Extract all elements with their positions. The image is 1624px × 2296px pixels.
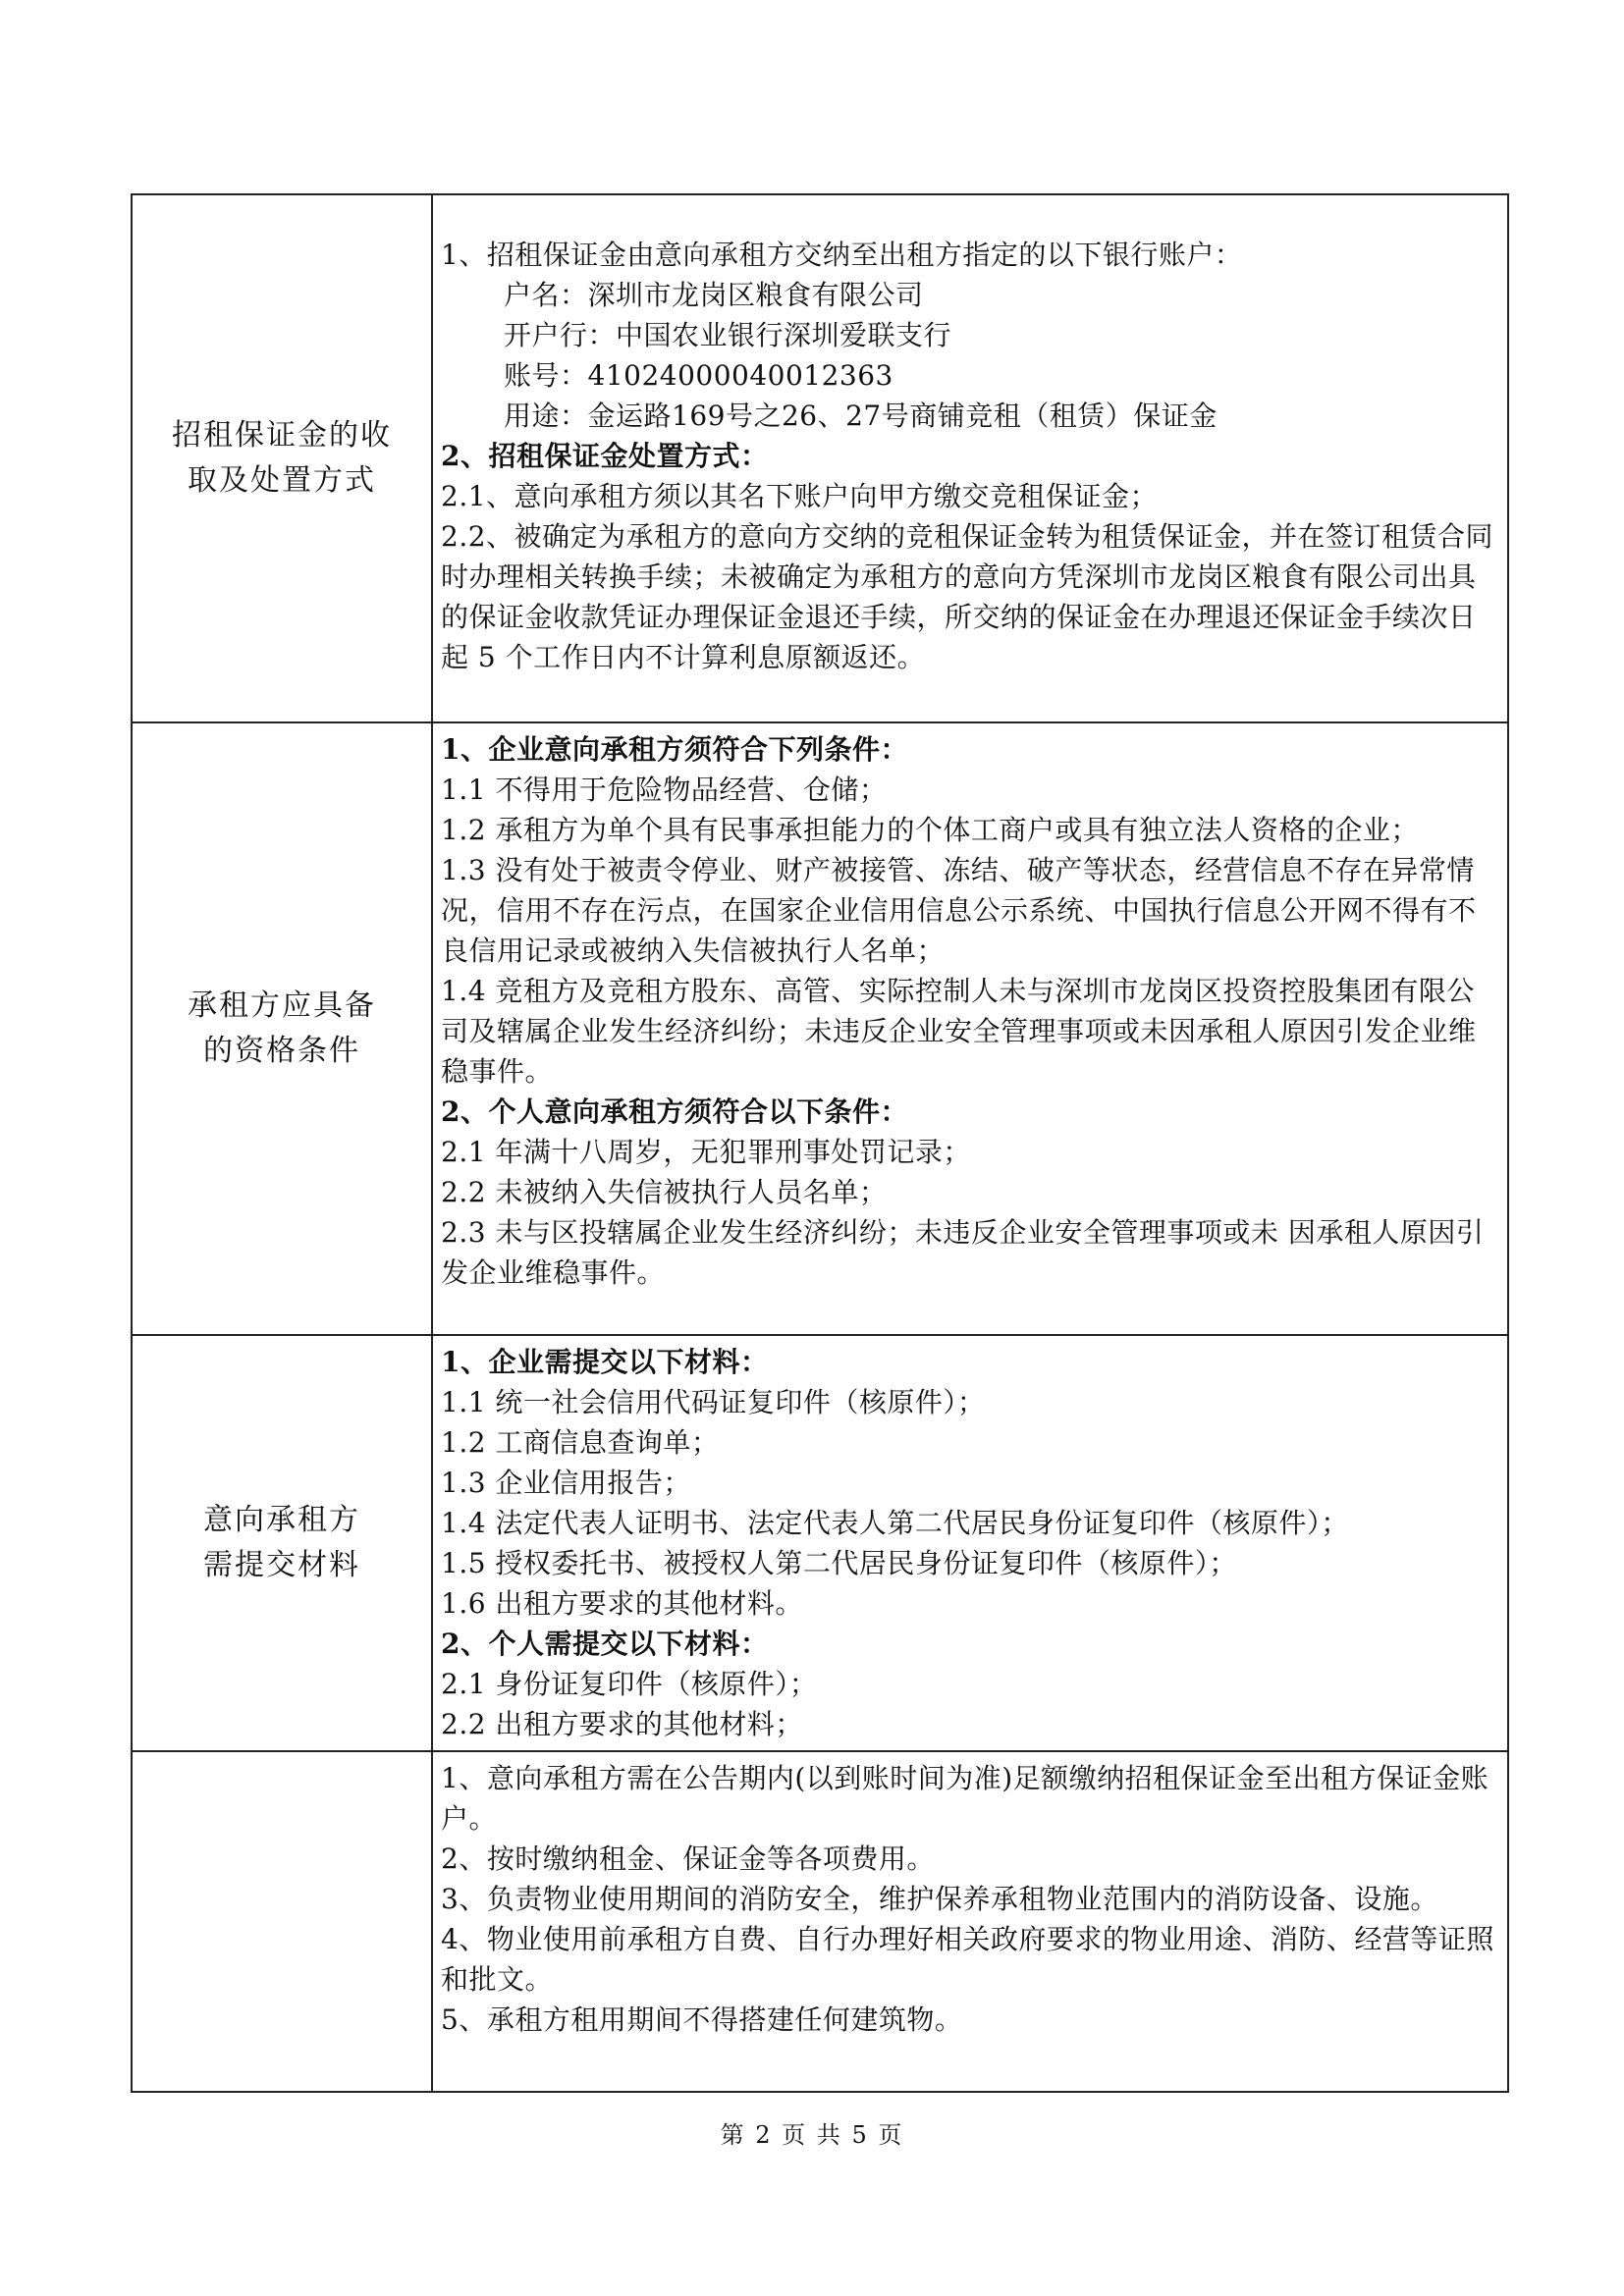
content-line: 2.1、意向承租方须以其名下账户向甲方缴交竞租保证金； [441,480,1159,512]
content-line: 1.3 企业信用报告； [441,1467,691,1499]
row-content-cell [432,1751,1508,2092]
content-line: 2、个人需提交以下材料： [441,1628,769,1660]
content-line: 开户行：中国农业银行深圳爱联支行 [504,319,952,351]
row-label-cell [132,1335,432,1751]
content-line: 1、企业意向承租方须符合下列条件： [441,733,908,766]
content-line: 3、负责物业使用期间的消防安全，维护保养承租物业范围内的消防设备、设施。 [441,1883,1438,1915]
content-line: 1.1 统一社会信用代码证复印件（核原件）； [441,1386,986,1418]
row-label-cell [132,194,432,722]
content-line: 用途：金运路169号之26、27号商铺竞租（租赁）保证金 [504,400,1218,432]
content-line: 户名：深圳市龙岗区粮食有限公司 [504,279,924,311]
content-line: 5、承租方租用期间不得搭建任何建筑物。 [441,2003,963,2036]
content-line: 1.2 承租方为单个具有民事承担能力的个体工商户或具有独立法人资格的企业； [441,814,1419,846]
row-content-cell [432,722,1508,1335]
content-line: 2、个人意向承租方须符合以下条件： [441,1095,908,1128]
row-content-cell [432,1335,1508,1751]
content-line: 1、企业需提交以下材料： [441,1346,769,1378]
content-line: 2.1 年满十八周岁，无犯罪刑事处罚记录； [441,1136,971,1168]
content-line: 2、按时缴纳租金、保证金等各项费用。 [441,1842,935,1875]
content-line: 2.3 未与区投辖属企业发生经济纠纷；未违反企业安全管理事项或未 因承租人原因引发企业维稳事件。 [441,1216,1485,1289]
content-line: 2、招租保证金处置方式： [441,440,769,472]
content-line: 1.2 工商信息查询单； [441,1426,720,1459]
content-line: 1.1 不得用于危险物品经营、仓储； [441,774,888,806]
row-label-cell [132,1751,432,2092]
table-row-qualification-section [132,722,1508,1335]
content-line: 2.2、被确定为承租方的意向方交纳的竞租保证金转为租赁保证金，并在签订租赁合同时办理相关转换手续；未被确定为承租方的意向方凭深圳市龙岗区粮食有限公司出具的保证金收款凭证办理保证金退还手续，所交纳的保证金在办理退还保证金手续次日起 5 个工作日内不计算利息原额返还。 [441,520,1494,673]
content-line: 2.2 未被纳入失信被执行人员名单； [441,1176,888,1208]
content-line: 账号：41024000040012363 [504,359,893,392]
document-table [131,193,1509,2093]
row-content-cell [432,194,1508,722]
content-line: 1.3 没有处于被责令停业、财产被接管、冻结、破产等状态，经营信息不存在异常情况，信用不存在污点，在国家企业信用信息公示系统、中国执行信息公开网不得有不良信用记录或被纳入失信被执行人名单； [441,854,1477,967]
row-label-cell [132,722,432,1335]
content-line: 2.2 出租方要求的其他材料； [441,1708,803,1740]
content-line: 1.5 授权委托书、被授权人第二代居民身份证复印件（核原件）； [441,1547,1237,1579]
content-line: 1、意向承租方需在公告期内(以到账时间为准)足额缴纳招租保证金至出租方保证金账户。 [441,1762,1489,1835]
row-label: 意向承租方 需提交材料 [203,1503,360,1582]
row-label: 承租方应具备 的资格条件 [188,988,376,1068]
table-row-obligations-section [132,1751,1508,2092]
content-line: 1、招租保证金由意向承租方交纳至出租方指定的以下银行账户： [441,239,1243,271]
row-label: 招租保证金的收 取及处置方式 [172,418,392,498]
content-line: 1.6 出租方要求的其他材料。 [441,1587,803,1620]
table-row-deposit-section [132,194,1508,722]
page-footer: 第 2 页 共 5 页 [720,2121,904,2149]
content-line: 4、物业使用前承租方自费、自行办理好相关政府要求的物业用途、消防、经营等证照和批文。 [441,1923,1494,1996]
content-line: 2.1 身份证复印件（核原件）； [441,1668,818,1700]
content-line: 1.4 竞租方及竞租方股东、高管、实际控制人未与深圳市龙岗区投资控股集团有限公司及辖属企业发生经济纠纷；未违反企业安全管理事项或未因承租人原因引发企业维稳事件。 [441,975,1477,1088]
table-body [132,194,1508,2092]
content-line: 1.4 法定代表人证明书、法定代表人第二代居民身份证复印件（核原件）； [441,1507,1349,1539]
table-row-materials-section [132,1335,1508,1751]
